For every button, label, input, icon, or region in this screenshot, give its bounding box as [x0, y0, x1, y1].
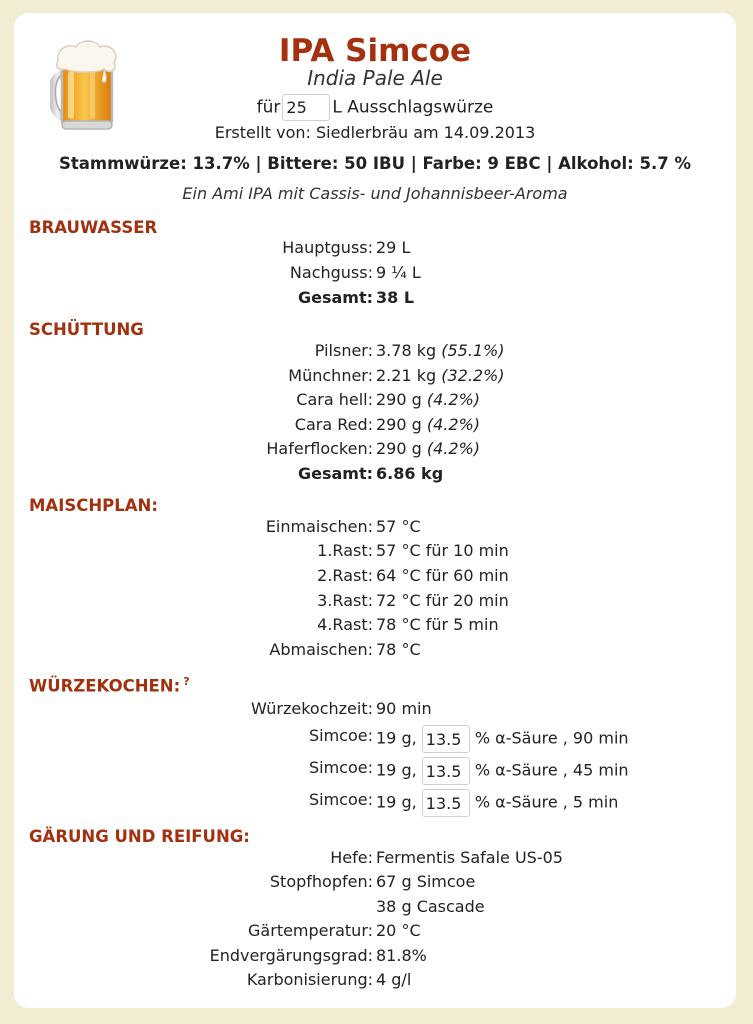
mash-step-row — [14, 516, 736, 538]
hop-alpha-suffix: % α-Säure , 90 min — [474, 728, 629, 748]
hop-alpha-suffix: % α-Säure , 5 min — [474, 792, 619, 812]
fermentation-label: Hefe: — [330, 848, 373, 867]
recipe-description: Ein Ami IPA mit Cassis- und Johannisbeer-Aroma — [182, 184, 568, 203]
volume-suffix: L Ausschlagswürze — [332, 97, 494, 118]
malt-row — [14, 389, 736, 411]
mash-step-label: Abmaischen: — [269, 640, 373, 659]
section-wuerzekochen-heading — [29, 675, 190, 696]
water-total-value: 38 L — [376, 288, 415, 307]
malt-percent: (55.1%) — [441, 341, 505, 360]
fermentation-row — [14, 969, 736, 991]
mash-step-label: 4.Rast: — [317, 615, 373, 634]
malt-row — [14, 414, 736, 436]
volume-line — [14, 94, 736, 121]
fermentation-row — [14, 847, 736, 869]
hop-amount: 19 g, — [376, 792, 417, 812]
volume-prefix: für — [256, 97, 281, 118]
help-link[interactable]: ? — [183, 675, 190, 688]
fermentation-value: 38 g Cascade — [376, 897, 485, 916]
water-label: Nachguss: — [289, 263, 373, 282]
hop-name: Simcoe: — [308, 726, 373, 745]
mash-step-label: 1.Rast: — [317, 541, 373, 560]
alpha-acid-input[interactable] — [422, 725, 470, 753]
fermentation-value: 67 g Simcoe — [376, 872, 476, 891]
alpha-acid-input[interactable] — [422, 757, 470, 785]
fermentation-label: Karbonisierung: — [246, 970, 373, 989]
water-row — [14, 237, 736, 259]
malt-name: Pilsner: — [314, 341, 373, 360]
malt-amount: 290 g — [376, 439, 422, 458]
malt-percent: (32.2%) — [441, 366, 505, 385]
boil-time-row — [14, 698, 736, 720]
fermentation-row — [14, 896, 736, 918]
mash-step-value: 57 °C — [376, 517, 421, 536]
recipe-card — [14, 13, 736, 1008]
water-value: 29 L — [376, 238, 411, 257]
malt-amount: 2.21 kg — [376, 366, 437, 385]
author-line: Erstellt von: Siedlerbräu am 14.09.2013 — [214, 123, 536, 142]
fermentation-row — [14, 945, 736, 967]
malt-total-label: Gesamt: — [297, 464, 373, 483]
fermentation-label: Endvergärungsgrad: — [209, 946, 373, 965]
fermentation-label: Gärtemperatur: — [248, 921, 373, 940]
mash-step-row — [14, 590, 736, 612]
hop-row — [14, 789, 736, 811]
malt-row — [14, 365, 736, 387]
recipe-stats: Stammwürze: 13.7% | Bittere: 50 IBU | Farbe: 9 EBC | Alkohol: 5.7 % — [58, 154, 691, 173]
fermentation-value: Fermentis Safale US-05 — [376, 848, 563, 867]
fermentation-row — [14, 871, 736, 893]
section-brauwasser-heading: BRAUWASSER — [29, 218, 158, 237]
malt-amount: 290 g — [376, 390, 422, 409]
malt-percent: (4.2%) — [426, 439, 481, 458]
section-gaerung-heading: GÄRUNG UND REIFUNG: — [29, 827, 250, 846]
alpha-acid-input[interactable] — [422, 789, 470, 817]
mash-step-value: 72 °C für 20 min — [376, 591, 509, 610]
hop-row — [14, 725, 736, 747]
water-row — [14, 262, 736, 284]
fermentation-value: 4 g/l — [376, 970, 412, 989]
malt-amount: 290 g — [376, 415, 422, 434]
fermentation-value: 81.8% — [376, 946, 427, 965]
mash-step-label: 3.Rast: — [317, 591, 373, 610]
malt-row — [14, 340, 736, 362]
malt-total-row — [14, 463, 736, 485]
fermentation-value: 20 °C — [376, 921, 421, 940]
malt-percent: (4.2%) — [426, 390, 481, 409]
malt-name: Münchner: — [288, 366, 373, 385]
boil-time-label: Würzekochzeit: — [251, 699, 373, 718]
mash-step-label: Einmaischen: — [265, 517, 373, 536]
mash-step-row — [14, 639, 736, 661]
hop-name: Simcoe: — [308, 790, 373, 809]
mash-step-value: 78 °C für 5 min — [376, 615, 499, 634]
hop-amount: 19 g, — [376, 760, 417, 780]
malt-name: Cara hell: — [296, 390, 373, 409]
hop-amount: 19 g, — [376, 728, 417, 748]
volume-input[interactable] — [282, 94, 330, 121]
wuerzekochen-heading-text: WÜRZEKOCHEN: — [29, 676, 181, 696]
section-schuettung-heading: SCHÜTTUNG — [29, 320, 144, 339]
malt-name: Haferflocken: — [266, 439, 373, 458]
malt-total-value: 6.86 kg — [376, 464, 444, 483]
malt-row — [14, 438, 736, 460]
fermentation-label: Stopfhopfen: — [269, 872, 373, 891]
fermentation-row — [14, 920, 736, 942]
malt-amount: 3.78 kg — [376, 341, 437, 360]
water-value: 9 ¼ L — [376, 263, 421, 282]
section-maischplan-heading: MAISCHPLAN: — [29, 496, 158, 515]
water-total-label: Gesamt: — [297, 288, 373, 307]
hop-row — [14, 757, 736, 779]
hop-alpha-suffix: % α-Säure , 45 min — [474, 760, 629, 780]
mash-step-value: 57 °C für 10 min — [376, 541, 509, 560]
mash-step-row — [14, 540, 736, 562]
recipe-style: India Pale Ale — [307, 66, 443, 90]
mash-step-value: 78 °C — [376, 640, 421, 659]
malt-name: Cara Red: — [294, 415, 373, 434]
boil-time-value: 90 min — [376, 699, 432, 718]
mash-step-value: 64 °C für 60 min — [376, 566, 509, 585]
water-label: Hauptguss: — [282, 238, 373, 257]
mash-step-row — [14, 614, 736, 636]
mash-step-label: 2.Rast: — [317, 566, 373, 585]
mash-step-row — [14, 565, 736, 587]
malt-percent: (4.2%) — [426, 415, 481, 434]
water-total-row — [14, 287, 736, 309]
hop-name: Simcoe: — [308, 758, 373, 777]
recipe-title: IPA Simcoe — [278, 33, 472, 69]
